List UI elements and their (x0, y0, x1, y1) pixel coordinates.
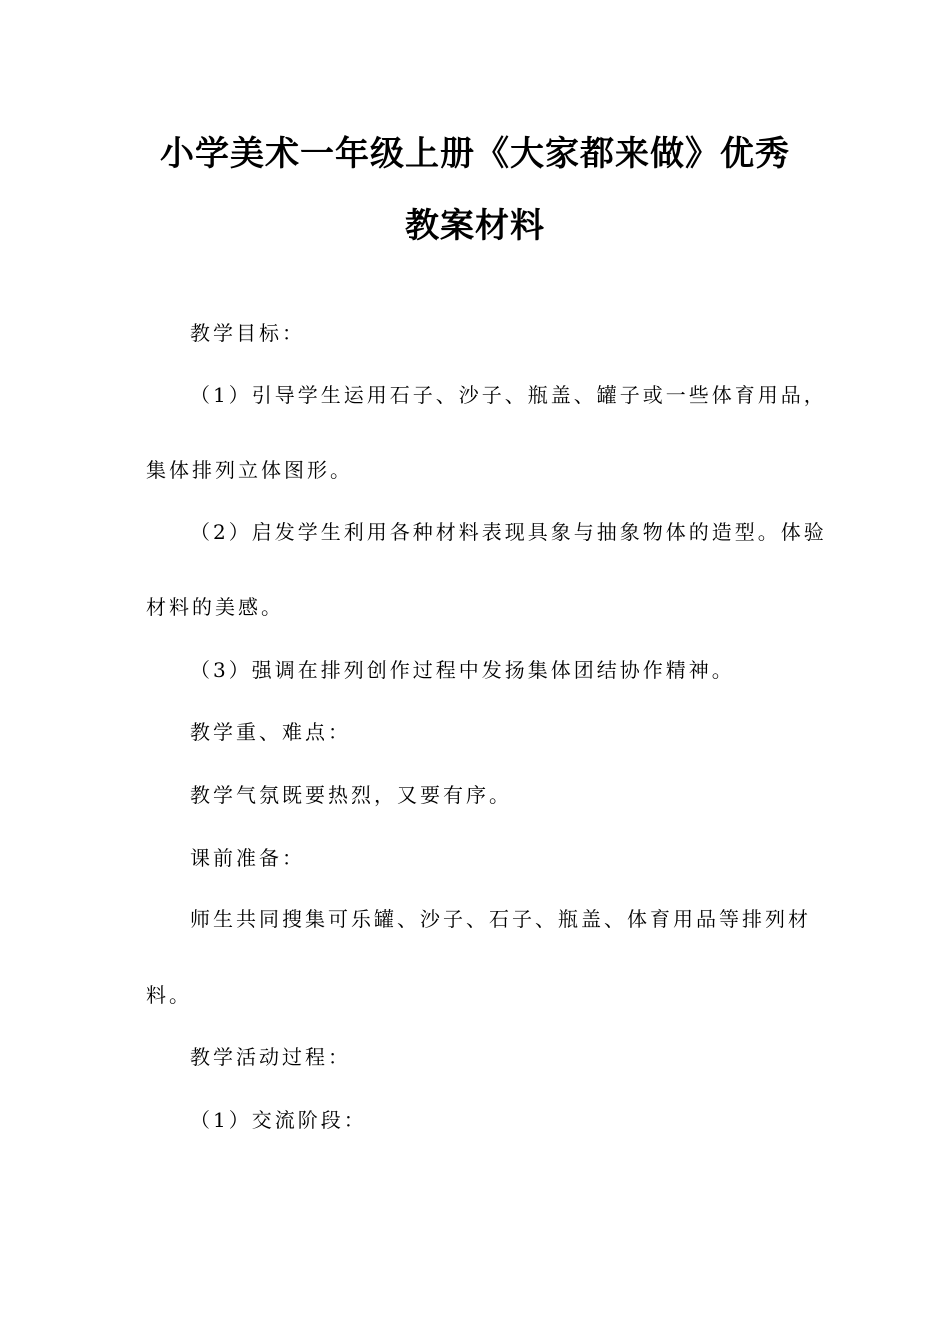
section-heading-preparation: 课前准备： (190, 846, 305, 870)
goal-2-line-1: （2）启发学生利用各种材料表现具象与抽象物体的造型。体验 (190, 520, 827, 544)
section-heading-key-difficulties: 教学重、难点： (190, 720, 351, 744)
goal-1-line-1: （1）引导学生运用石子、沙子、瓶盖、罐子或一些体育用品， (190, 383, 827, 407)
key-difficulties-text: 教学气氛既要热烈，又要有序。 (190, 783, 512, 807)
section-heading-activities: 教学活动过程： (190, 1045, 351, 1069)
document-title-line-1: 小学美术一年级上册《大家都来做》优秀 (160, 134, 790, 174)
goal-3: （3）强调在排列创作过程中发扬集体团结协作精神。 (190, 658, 735, 682)
activity-stage-1: （1）交流阶段： (190, 1108, 367, 1132)
document-title-line-2: 教案材料 (405, 206, 545, 246)
preparation-line-1: 师生共同搜集可乐罐、沙子、石子、瓶盖、体育用品等排列材 (190, 907, 811, 931)
section-heading-teaching-goals: 教学目标： (190, 321, 305, 345)
goal-2-line-2: 材料的美感。 (146, 595, 284, 619)
goal-1-line-2: 集体排列立体图形。 (146, 458, 353, 482)
preparation-line-2: 料。 (146, 983, 192, 1007)
